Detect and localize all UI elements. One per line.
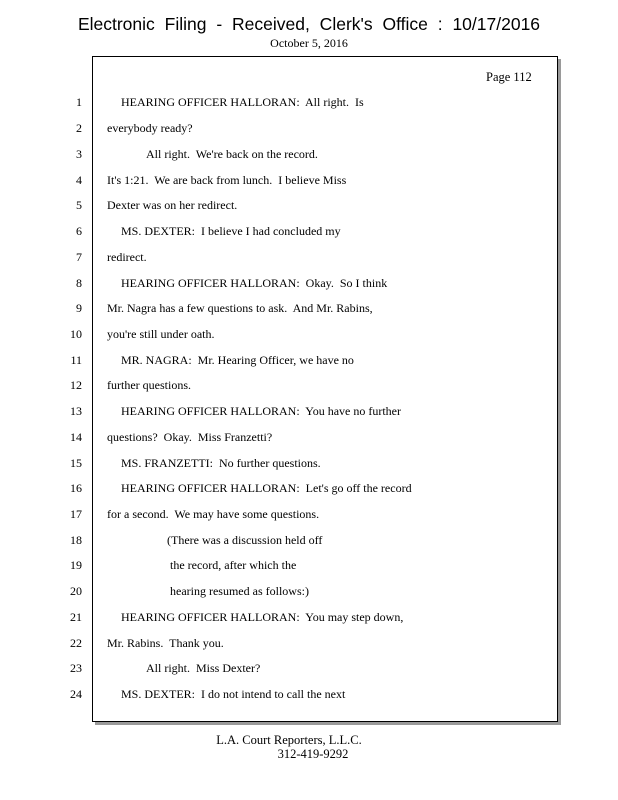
- line-text: you're still under oath.: [107, 327, 215, 341]
- line-text: hearing resumed as follows:): [170, 584, 309, 598]
- line-number: 18: [70, 533, 82, 547]
- line-number: 22: [70, 636, 82, 650]
- line-text: Mr. Nagra has a few questions to ask. And Mr. Rabins,: [107, 301, 373, 315]
- line-text: MR. NAGRA: Mr. Hearing Officer, we have no: [121, 353, 354, 367]
- line-number: 3: [76, 147, 82, 161]
- line-text: HEARING OFFICER HALLORAN: You may step down,: [121, 610, 404, 624]
- line-text: MS. FRANZETTI: No further questions.: [121, 456, 321, 470]
- line-text: All right. Miss Dexter?: [146, 661, 261, 675]
- page-number: Page 112: [486, 70, 532, 84]
- line-number: 16: [70, 481, 82, 495]
- line-number: 10: [70, 327, 82, 341]
- line-text: HEARING OFFICER HALLORAN: You have no further: [121, 404, 401, 418]
- line-text: Dexter was on her redirect.: [107, 198, 238, 212]
- line-number: 2: [76, 121, 82, 135]
- line-number: 1: [76, 95, 82, 109]
- line-text: Mr. Rabins. Thank you.: [107, 636, 224, 650]
- line-text: redirect.: [107, 250, 147, 264]
- line-number: 13: [70, 404, 82, 418]
- transcript-date: October 5, 2016: [270, 36, 348, 50]
- line-text: everybody ready?: [107, 121, 193, 135]
- line-number: 9: [76, 301, 82, 315]
- line-text: All right. We're back on the record.: [146, 147, 318, 161]
- line-number: 17: [70, 507, 82, 521]
- line-number: 20: [70, 584, 82, 598]
- line-number: 14: [70, 430, 82, 444]
- reporter-company: L.A. Court Reporters, L.L.C.: [216, 733, 362, 747]
- line-number: 19: [70, 558, 82, 572]
- line-text: the record, after which the: [170, 558, 297, 572]
- reporter-phone: 312-419-9292: [277, 747, 349, 761]
- line-number: 24: [70, 687, 82, 701]
- line-text: It's 1:21. We are back from lunch. I believe Miss: [107, 173, 347, 187]
- line-number: 6: [76, 224, 82, 238]
- line-number: 4: [76, 173, 82, 187]
- line-number: 5: [76, 198, 82, 212]
- line-number: 8: [76, 276, 82, 290]
- line-text: (There was a discussion held off: [167, 533, 323, 547]
- line-number: 12: [70, 378, 82, 392]
- line-text: MS. DEXTER: I believe I had concluded my: [121, 224, 341, 238]
- line-text: further questions.: [107, 378, 191, 392]
- line-text: MS. DEXTER: I do not intend to call the next: [121, 687, 346, 701]
- line-text: HEARING OFFICER HALLORAN: Let's go off the record: [121, 481, 412, 495]
- line-number: 23: [70, 661, 82, 675]
- filing-stamp: Electronic Filing - Received, Clerk's Office : 10/17/2016: [77, 14, 541, 34]
- line-text: HEARING OFFICER HALLORAN: All right. Is: [121, 95, 364, 109]
- line-number: 11: [70, 353, 82, 367]
- line-text: questions? Okay. Miss Franzetti?: [107, 430, 273, 444]
- line-number: 7: [76, 250, 82, 264]
- line-number: 21: [70, 610, 82, 624]
- line-text: for a second. We may have some questions.: [107, 507, 320, 521]
- line-text: HEARING OFFICER HALLORAN: Okay. So I think: [121, 276, 388, 290]
- line-number: 15: [70, 456, 82, 470]
